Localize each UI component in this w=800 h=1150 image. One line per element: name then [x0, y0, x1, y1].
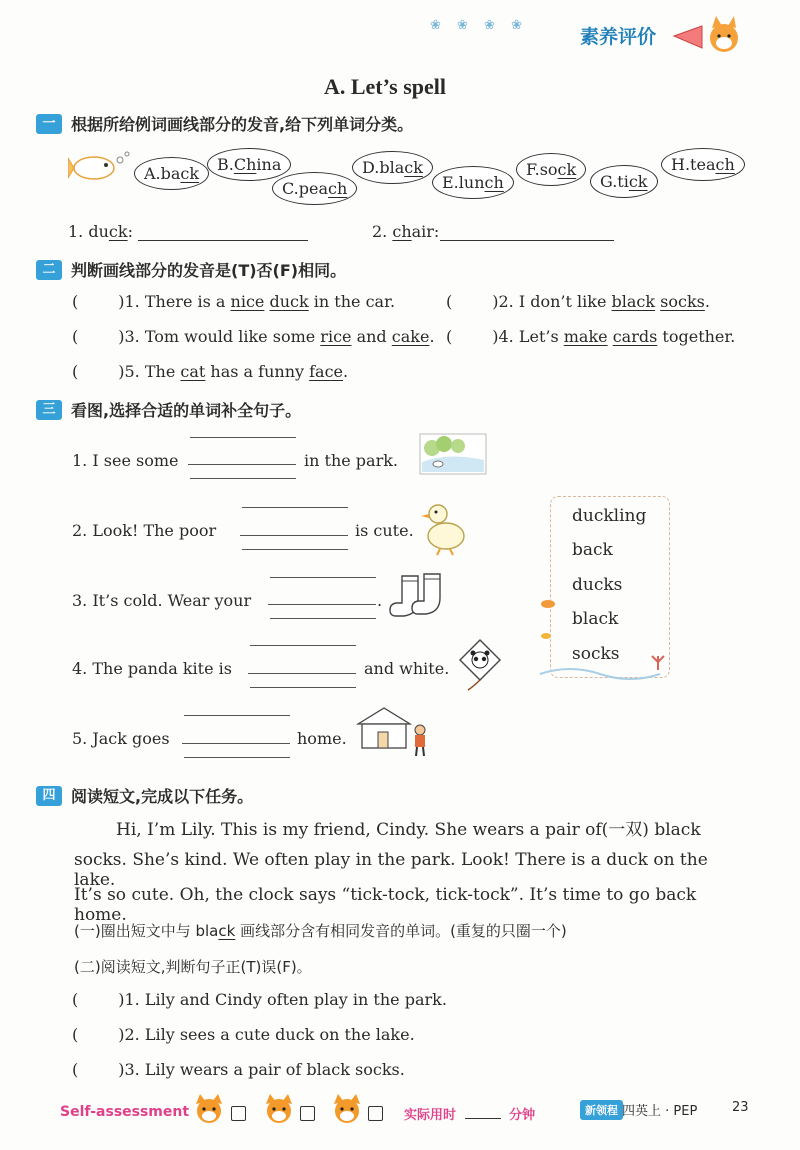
task-2: (二)阅读短文,判断句子正(T)误(F)。 — [74, 958, 312, 976]
option-bubble: H.teach — [661, 148, 745, 181]
option-bubble: B.China — [207, 148, 291, 181]
judge-item: ( )5. The cat has a funny face. — [72, 362, 349, 381]
passage-line: It’s so cute. Oh, the clock says “tick-tock, tick-tock”. It’s time to go back home. — [74, 885, 697, 925]
judge-item: ( )3. Lily wears a pair of black socks. — [72, 1060, 405, 1079]
fox-megaphone-icon — [672, 14, 744, 58]
fill-item-pre: 4. The panda kite is — [72, 659, 232, 678]
option-bubble: D.black — [352, 151, 433, 184]
section-number-badge: 二 — [36, 260, 62, 280]
section-number-badge: 四 — [36, 786, 62, 806]
option-bubble: E.lunch — [432, 166, 514, 199]
option-bubble: G.tick — [590, 165, 658, 198]
duck-icon — [420, 498, 470, 556]
fox-face-icon — [192, 1094, 226, 1124]
brand-title: 素养评价 — [580, 26, 657, 48]
self-assessment-label: Self-assessment — [60, 1104, 190, 1120]
judge-item: ( )2. I don’t like black socks. — [446, 292, 710, 311]
fill-item-post: . — [377, 591, 383, 610]
word-bank-item: back — [572, 540, 613, 560]
section-3-heading — [36, 398, 301, 421]
answer-line[interactable] — [440, 240, 614, 241]
section-number-badge: 一 — [36, 114, 62, 134]
option-bubble: F.sock — [516, 153, 586, 186]
judge-item: ( )4. Let’s make cards together. — [446, 327, 736, 346]
answer-line[interactable] — [188, 464, 296, 465]
fill-item-post: is cute. — [355, 521, 414, 540]
time-unit: 分钟 — [509, 1108, 536, 1123]
section-number-badge: 三 — [36, 400, 62, 420]
option-bubble: A.back — [134, 157, 209, 190]
fill-item-post: in the park. — [304, 451, 399, 470]
time-used — [404, 1104, 535, 1123]
answer-line[interactable] — [240, 535, 348, 536]
section-2-heading — [36, 258, 346, 281]
option-bubble: C.peach — [272, 172, 357, 205]
section-1-heading — [36, 112, 413, 135]
fill-item-post: home. — [297, 729, 347, 748]
publisher-logo: 新领程 — [580, 1100, 623, 1120]
judge-item: ( )1. Lily and Cindy often play in the park. — [72, 990, 447, 1009]
passage-line: socks. She’s kind. We often play in the park. Look! There is a duck on the lake. — [74, 850, 708, 890]
answer-line[interactable] — [248, 673, 356, 674]
word-bank-item: duckling — [572, 506, 647, 526]
word-bank-item: socks — [572, 644, 620, 664]
fish-icon — [68, 146, 132, 188]
judge-item: ( )1. There is a nice duck in the car. — [72, 292, 396, 311]
book-label: 四英上 · PEP — [622, 1104, 698, 1119]
answer-line[interactable] — [182, 743, 290, 744]
answer-line[interactable] — [268, 604, 376, 605]
time-input[interactable] — [465, 1118, 501, 1119]
section-instruction: 根据所给例词画线部分的发音,给下列单词分类。 — [71, 115, 414, 134]
section-instruction: 判断画线部分的发音是(T)否(F)相同。 — [71, 261, 347, 280]
judge-item: ( )3. Tom would like some rice and cake. — [72, 327, 435, 346]
rating-checkbox[interactable] — [368, 1106, 383, 1121]
fill-item-pre: 5. Jack goes — [72, 729, 170, 748]
house-boy-icon — [356, 706, 432, 758]
page-number: 23 — [732, 1100, 749, 1115]
answer-line[interactable] — [138, 240, 308, 241]
section-instruction: 阅读短文,完成以下任务。 — [71, 787, 254, 806]
rating-checkbox[interactable] — [231, 1106, 246, 1121]
park-picture-icon — [418, 432, 488, 476]
classify-question-2: 2. chair: — [372, 222, 440, 241]
fox-face-icon — [330, 1094, 364, 1124]
sea-decoration-icon — [538, 594, 678, 684]
word-bank-item: black — [572, 609, 619, 629]
socks-icon — [388, 572, 458, 624]
paw-prints-decoration: ❀ ❀ ❀ ❀ — [430, 18, 528, 33]
judge-item: ( )2. Lily sees a cute duck on the lake. — [72, 1025, 415, 1044]
fill-item-pre: 2. Look! The poor — [72, 521, 217, 540]
rating-checkbox[interactable] — [300, 1106, 315, 1121]
classify-question-1: 1. duck: — [68, 222, 133, 241]
fox-face-icon — [262, 1094, 296, 1124]
section-instruction: 看图,选择合适的单词补全句子。 — [71, 401, 302, 420]
passage-line: Hi, I’m Lily. This is my friend, Cindy. She wears a pair of(一双) black — [116, 820, 701, 840]
task-1: (一)圈出短文中与 black 画线部分含有相同发音的单词。(重复的只圈一个) — [74, 922, 567, 940]
time-label: 实际用时 — [404, 1108, 457, 1123]
section-4-heading — [36, 784, 253, 807]
panda-kite-icon — [456, 638, 502, 692]
fill-item-pre: 3. It’s cold. Wear your — [72, 591, 252, 610]
word-bank-item: ducks — [572, 575, 623, 595]
fill-item-pre: 1. I see some — [72, 451, 179, 470]
page-title: A. Let’s spell — [323, 74, 446, 99]
fill-item-post: and white. — [364, 659, 450, 678]
